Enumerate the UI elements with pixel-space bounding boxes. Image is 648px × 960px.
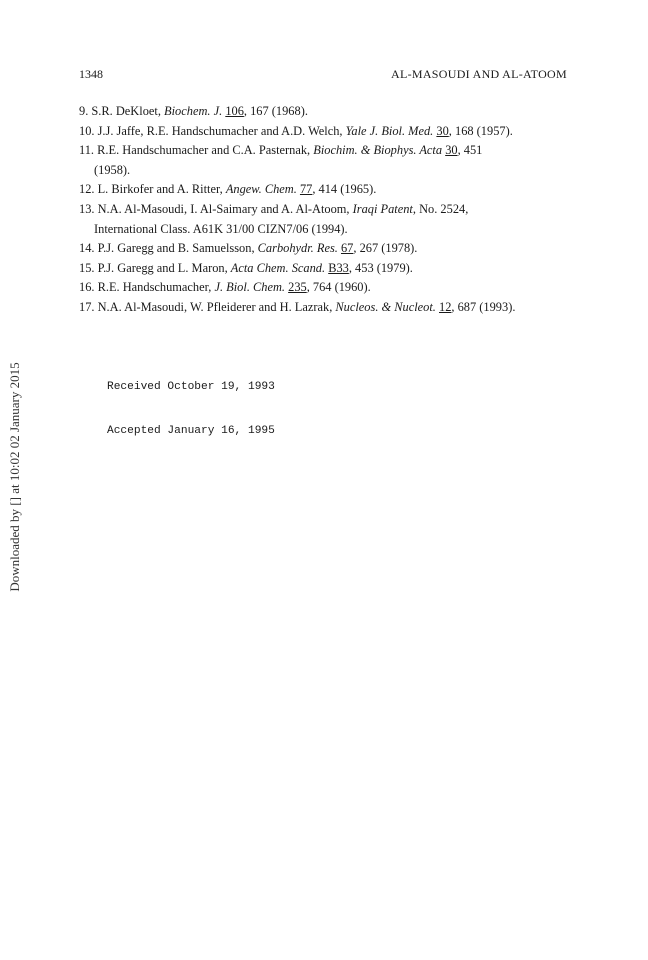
reference-number: 11. — [79, 143, 95, 158]
reference-item — [79, 239, 579, 259]
reference-authors: P.J. Garegg and B. Samuelsson, — [97, 241, 255, 256]
reference-journal: Yale J. Biol. Med. — [345, 123, 434, 138]
reference-authors: P.J. Garegg and L. Maron, — [97, 260, 228, 275]
reference-number: 12. — [79, 182, 95, 197]
reference-journal: Biochem. J. — [164, 104, 223, 118]
reference-item — [79, 141, 579, 161]
reference-number: 10. — [79, 123, 95, 138]
reference-details: , 764 (1960). — [306, 280, 371, 295]
reference-item — [79, 298, 579, 318]
reference-journal: Nucleos. & Nucleot. — [335, 299, 436, 314]
reference-details: , 453 (1979). — [348, 260, 413, 275]
reference-volume: 30 — [436, 123, 449, 138]
download-watermark: Downloaded by [] at 10:02 02 January 2015 — [7, 362, 22, 592]
reference-authors: R.E. Handschumacher, — [97, 280, 212, 295]
reference-number: 17. — [79, 299, 95, 314]
reference-details: , 267 (1978). — [353, 241, 418, 256]
reference-volume: 235 — [288, 280, 307, 295]
reference-details: , 168 (1957). — [448, 123, 513, 138]
reference-details: , 451 — [457, 143, 483, 158]
reference-item — [79, 180, 579, 200]
reference-journal: Iraqi Patent — [352, 201, 413, 216]
reference-details: , 687 (1993). — [451, 299, 516, 314]
reference-journal: Acta Chem. Scand. — [230, 260, 326, 275]
reference-authors: L. Birkofer and A. Ritter, — [97, 182, 223, 197]
reference-volume: 106 — [225, 104, 244, 118]
reference-journal: Angew. Chem. — [225, 182, 297, 197]
reference-number: 16. — [79, 280, 95, 295]
reference-journal: Carbohydr. Res. — [257, 241, 338, 256]
reference-number: 13. — [79, 201, 95, 216]
reference-authors: J.J. Jaffe, R.E. Handschumacher and A.D. Welch, — [97, 123, 343, 138]
reference-authors: S.R. DeKloet, — [91, 104, 161, 118]
reference-authors: N.A. Al-Masoudi, W. Pfleiderer and H. Lazrak, — [97, 299, 333, 314]
reference-continuation: International Class. A61K 31/00 CIZN7/06 (1994). — [94, 221, 348, 236]
reference-number: 15. — [79, 260, 95, 275]
reference-item — [79, 259, 579, 279]
reference-number: 9. — [79, 104, 89, 118]
reference-continuation: (1958). — [94, 162, 131, 177]
reference-item — [79, 102, 579, 122]
reference-authors: N.A. Al-Masoudi, I. Al-Saimary and A. Al-Atoom, — [97, 201, 350, 216]
reference-journal: Biochim. & Biophys. Acta — [313, 143, 443, 158]
reference-authors: R.E. Handschumacher and C.A. Pasternak, — [97, 143, 311, 158]
accepted-date: Accepted January 16, 1995 — [107, 424, 275, 437]
reference-journal: J. Biol. Chem. — [214, 280, 286, 295]
running-head: AL-MASOUDI AND AL-ATOOM — [390, 67, 567, 81]
reference-item — [79, 278, 579, 298]
reference-volume: 77 — [299, 182, 313, 197]
reference-volume: 30 — [445, 143, 458, 158]
reference-details: , 414 (1965). — [312, 182, 377, 197]
reference-list — [79, 102, 579, 318]
reference-item — [79, 200, 579, 220]
received-date: Received October 19, 1993 — [107, 381, 275, 393]
reference-number: 14. — [79, 241, 95, 256]
page-number: 1348 — [79, 67, 103, 81]
reference-volume: 12 — [439, 299, 452, 314]
reference-item — [79, 122, 579, 142]
reference-details: , 167 (1968). — [243, 104, 308, 118]
reference-volume: B33 — [328, 260, 349, 275]
reference-volume: 67 — [340, 241, 354, 256]
reference-details: , No. 2524, — [412, 201, 469, 216]
article-dates — [107, 351, 275, 453]
